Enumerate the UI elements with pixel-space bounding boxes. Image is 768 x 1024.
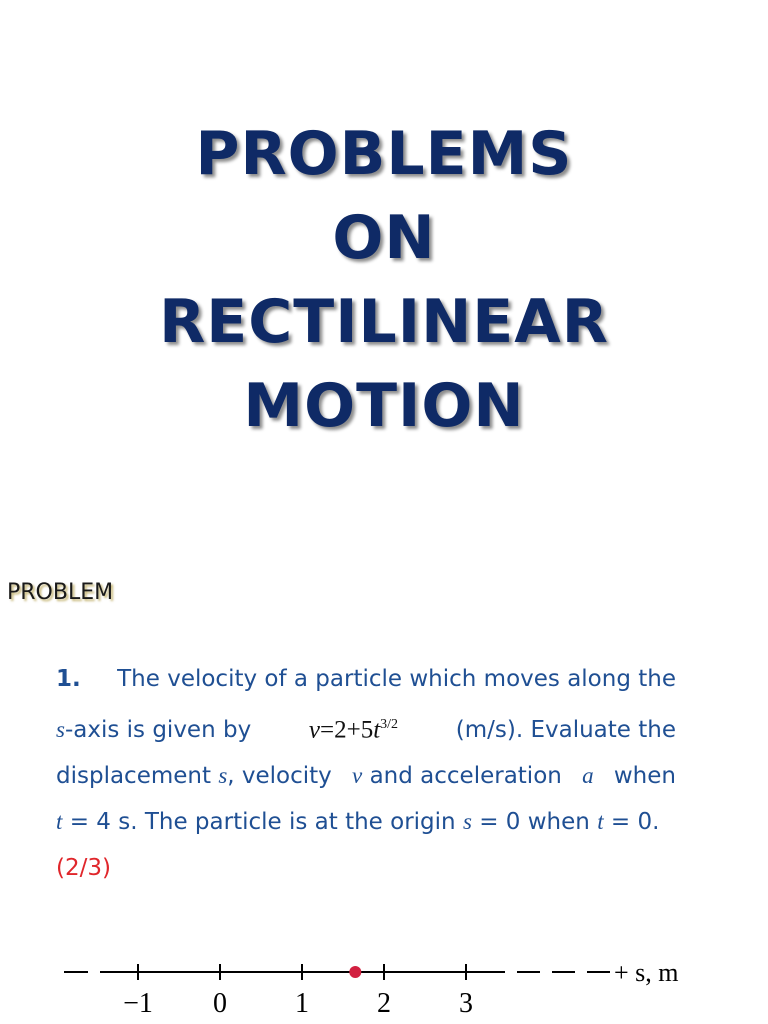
section-label: PROBLEM xyxy=(7,580,114,605)
particle-marker xyxy=(349,966,361,978)
problem-line-2-text-a: -axis is given by xyxy=(64,717,252,744)
problem-line-3-b xyxy=(352,753,562,799)
problem-line-2-text-b: (m/s). Evaluate the xyxy=(455,717,676,744)
var-s-3: s xyxy=(462,809,472,835)
problem-statement xyxy=(56,656,676,891)
var-t-2: t xyxy=(597,809,604,835)
axis-tick-label: −1 xyxy=(123,988,153,1019)
eq-t: t xyxy=(373,716,381,744)
var-s-2: s xyxy=(218,763,228,789)
problem-line-4-text-a: = 4 s. The particle is at the origin xyxy=(69,809,456,836)
problem-line-1-text: The velocity of a particle which moves along the xyxy=(117,666,676,692)
problem-line-3-text-a: displacement xyxy=(56,763,212,790)
eq-rhs: =2+5 xyxy=(320,716,374,744)
axis-tick-labels xyxy=(123,988,473,1019)
velocity-equation xyxy=(309,702,398,753)
axis-label: + s, m xyxy=(614,958,679,987)
var-t-1: t xyxy=(56,809,63,835)
problem-line-3-text-c: and acceleration xyxy=(369,763,562,790)
problem-line-1 xyxy=(56,656,676,702)
problem-number: 1. xyxy=(56,666,81,692)
problem-line-4-a xyxy=(56,799,659,845)
problem-line-2-start xyxy=(56,707,251,753)
axis-tick-label: 1 xyxy=(295,988,309,1019)
problem-line-3-a xyxy=(56,753,332,799)
title-line-3: RECTILINEAR xyxy=(159,287,609,357)
var-s: s xyxy=(56,717,65,743)
problem-line-3-text-d: when xyxy=(613,763,676,790)
title-line-4: MOTION xyxy=(243,371,525,441)
problem-line-5 xyxy=(56,845,676,891)
problem-line-2 xyxy=(56,702,676,753)
problem-line-4-text-c: = 0. xyxy=(610,809,660,836)
slide-title xyxy=(0,112,768,448)
axis-tick-label: 2 xyxy=(377,988,391,1019)
problem-line-3-text-b: , velocity xyxy=(227,763,332,790)
problem-line-3 xyxy=(56,753,676,799)
eq-v: v xyxy=(308,716,320,744)
problem-line-4 xyxy=(56,799,676,845)
var-v: v xyxy=(352,763,363,789)
var-a: a xyxy=(582,763,594,789)
axis-tick-label: 0 xyxy=(213,988,227,1019)
problem-line-4-text-b: = 0 when xyxy=(479,809,590,836)
title-line-2: ON xyxy=(332,203,436,273)
axis-tick-label: 3 xyxy=(459,988,473,1019)
number-line xyxy=(0,940,768,1024)
title-line-1: PROBLEMS xyxy=(195,119,573,189)
eq-exponent: 3/2 xyxy=(380,717,399,732)
problem-reference: (2/3) xyxy=(56,855,111,882)
